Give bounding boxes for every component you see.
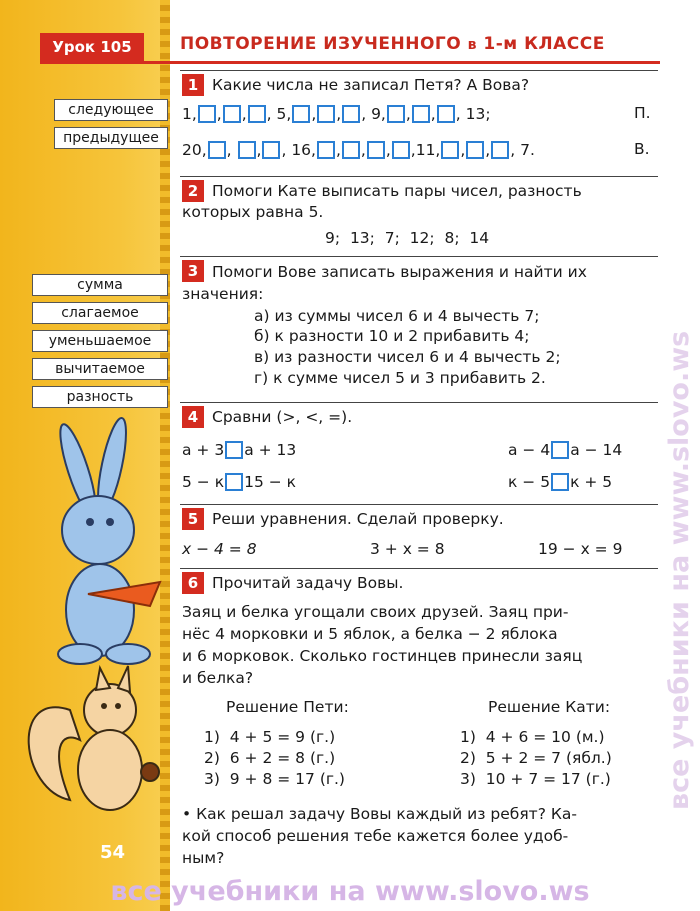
task-3-number: 3 — [182, 260, 204, 282]
task-2-line-2: которых равна 5. — [182, 203, 324, 221]
task-1-row-1-mark: П. — [634, 104, 651, 122]
task-6-question-1: • Как решал задачу Вовы каждый из ребят? Ка- — [182, 805, 577, 823]
task-3-item-a: а) из суммы чисел 6 и 4 вычесть 7; — [254, 307, 540, 325]
divider — [180, 70, 658, 71]
task-5-equation-2: 3 + x = 8 — [370, 540, 445, 558]
squirrel-icon — [29, 666, 159, 810]
divider — [180, 402, 658, 403]
task-4-expr-4: к − 5 к + 5 — [508, 473, 613, 491]
next-button[interactable]: следующее — [54, 99, 168, 121]
task-3-item-d: г) к сумме чисел 5 и 3 прибавить 2. — [254, 369, 546, 387]
header-rule — [40, 61, 660, 64]
lesson-badge: Урок 105 — [40, 33, 144, 61]
title-part-2: в — [467, 37, 477, 53]
page-number: 54 — [100, 842, 126, 863]
term-sum: сумма — [32, 274, 168, 296]
watermark-vertical: все учебники на www.slovo.ws — [664, 330, 695, 810]
term-difference: разность — [32, 386, 168, 408]
task-5-title: Реши уравнения. Сделай проверку. — [212, 510, 504, 528]
task-1-row-1: 1, , , , 5, , , , 9, , , , 13; — [182, 105, 491, 123]
rabbit-squirrel-illustration — [0, 410, 175, 850]
task-2-numbers: 9; 13; 7; 12; 8; 14 — [325, 229, 490, 247]
task-3-line-2: значения: — [182, 285, 264, 303]
petya-heading: Решение Пети: — [226, 698, 349, 716]
katya-step-3: 3) 10 + 7 = 17 (г.) — [460, 770, 611, 788]
divider — [180, 568, 658, 569]
title-part-1: ПОВТОРЕНИЕ ИЗУЧЕННОГО — [180, 34, 462, 54]
task-1-row-2-mark: В. — [634, 140, 650, 158]
term-minuend: уменьшаемое — [32, 330, 168, 352]
katya-heading: Решение Кати: — [488, 698, 611, 716]
task-6-number: 6 — [182, 572, 204, 594]
task-6-story-3: и 6 морковок. Сколько гостинцев принесли заяц — [182, 647, 583, 665]
previous-button[interactable]: предыдущее — [54, 127, 168, 149]
task-2-line-1: Помоги Кате выписать пары чисел, разность — [212, 182, 582, 200]
task-6-question-2: кой способ решения тебе кажется более удоб- — [182, 827, 569, 845]
task-4-number: 4 — [182, 406, 204, 428]
task-6-story-2: нёс 4 морковки и 5 яблок, а белка − 2 яблока — [182, 625, 558, 643]
task-4-expr-3: 5 − к 15 − к — [182, 473, 297, 491]
task-3-item-b: б) к разности 10 и 2 прибавить 4; — [254, 327, 530, 345]
divider — [180, 256, 658, 257]
katya-step-1: 1) 4 + 6 = 10 (м.) — [460, 728, 605, 746]
katya-step-2: 2) 5 + 2 = 7 (ябл.) — [460, 749, 612, 767]
petya-step-2: 2) 6 + 2 = 8 (г.) — [204, 749, 336, 767]
page-title — [180, 34, 605, 54]
divider — [180, 176, 658, 177]
task-6-story-1: Заяц и белка угощали своих друзей. Заяц при- — [182, 603, 569, 621]
task-5-equation-3: 19 − x = 9 — [538, 540, 623, 558]
task-3-line-1: Помоги Вове записать выражения и найти их — [212, 263, 587, 281]
petya-step-1: 1) 4 + 5 = 9 (г.) — [204, 728, 336, 746]
task-6-question-3: ным? — [182, 849, 225, 867]
task-6-story-4: и белка? — [182, 669, 254, 687]
task-4-expr-2: а − 4 а − 14 — [508, 441, 623, 459]
task-1-row-2: 20, , , , 16, , , , ,11, , , , 7. — [182, 141, 535, 159]
divider — [180, 504, 658, 505]
task-2-number: 2 — [182, 180, 204, 202]
task-1-question: Какие числа не записал Петя? А Вова? — [212, 76, 530, 94]
task-4-title: Сравни (>, <, =). — [212, 408, 353, 426]
task-1-number: 1 — [182, 74, 204, 96]
watermark-link[interactable]: все учебники на www.slovo.ws — [110, 876, 590, 907]
rabbit-icon — [54, 416, 160, 664]
task-5-equation-1: x − 4 = 8 — [182, 540, 257, 558]
petya-step-3: 3) 9 + 8 = 17 (г.) — [204, 770, 345, 788]
term-addend: слагаемое — [32, 302, 168, 324]
title-part-3: 1-м КЛАССЕ — [483, 34, 605, 54]
term-subtrahend: вычитаемое — [32, 358, 168, 380]
task-3-item-c: в) из разности чисел 6 и 4 вычесть 2; — [254, 348, 561, 366]
task-4-expr-1: а + 3 а + 13 — [182, 441, 297, 459]
task-5-number: 5 — [182, 508, 204, 530]
task-6-title: Прочитай задачу Вовы. — [212, 574, 404, 592]
